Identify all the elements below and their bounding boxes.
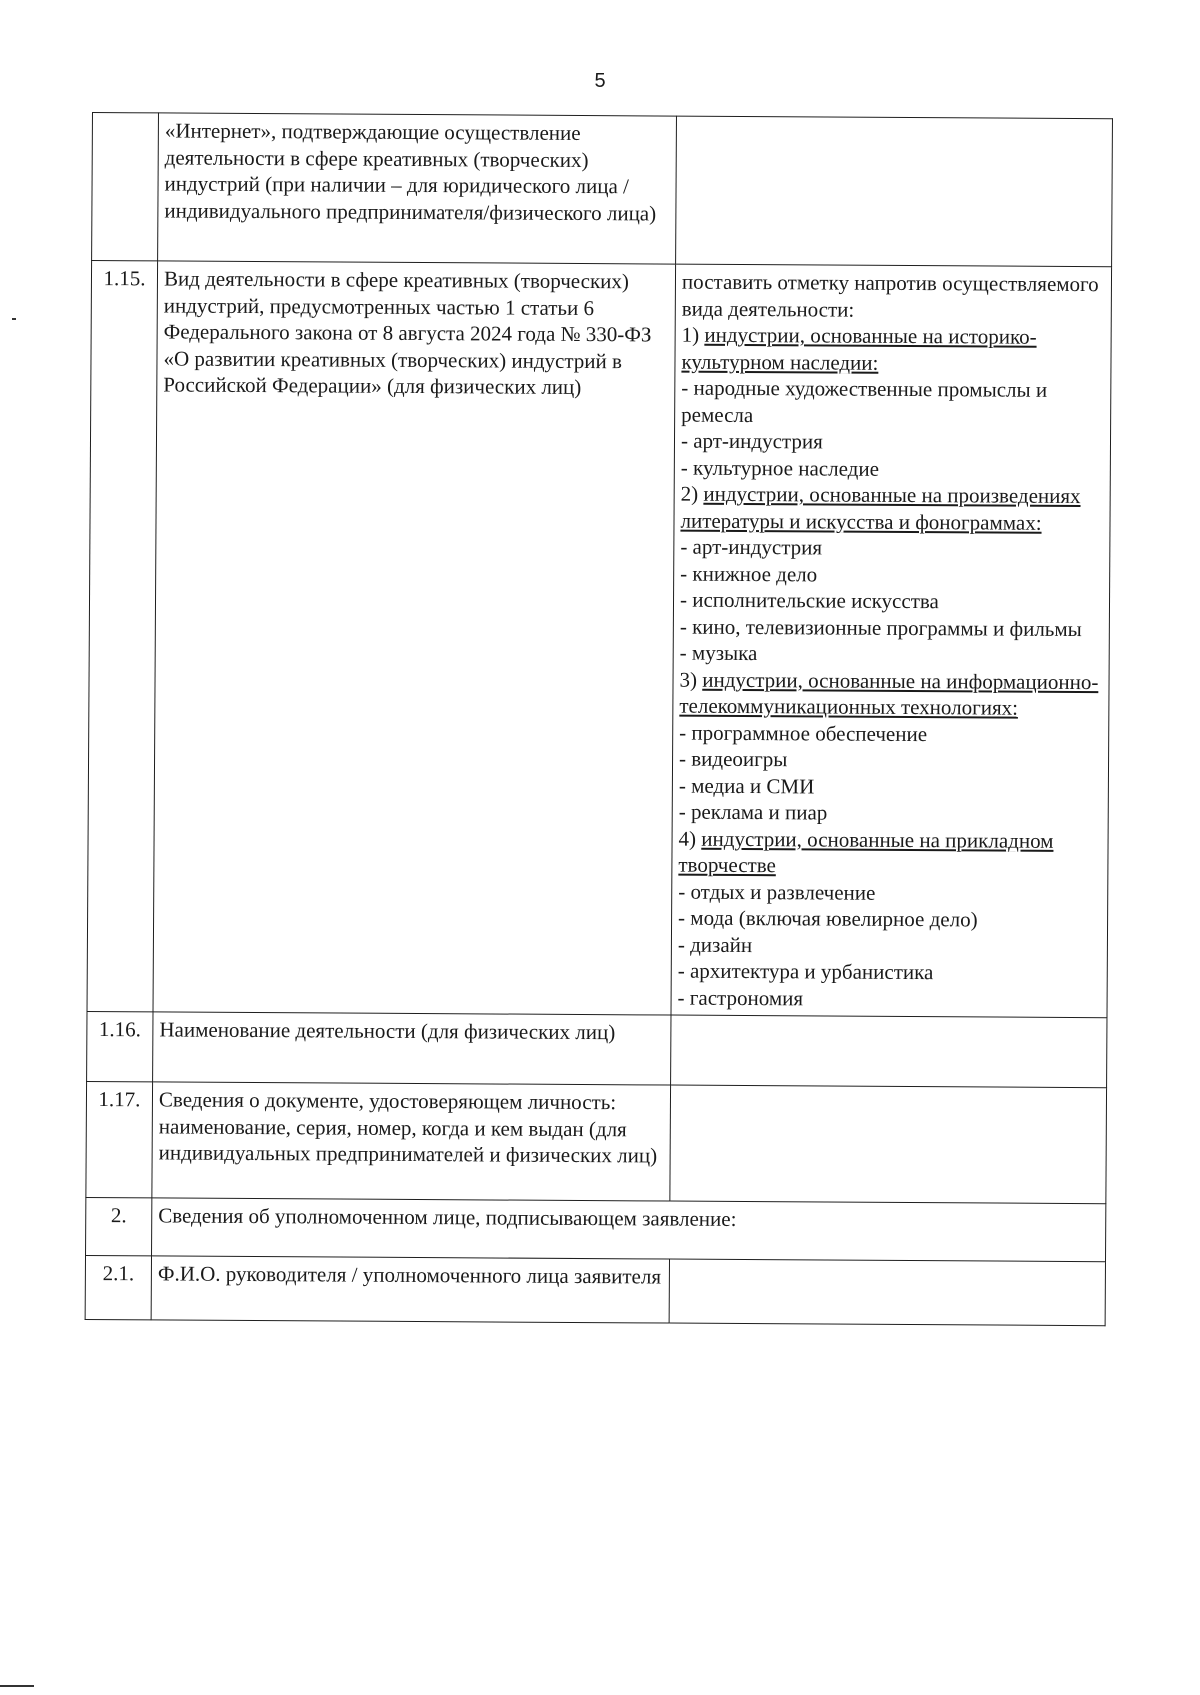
row-value-field[interactable] [671,1015,1107,1088]
row-number [92,113,159,261]
row-description: Сведения о документе, удостоверяющем личность: наименование, серия, номер, когда и кем выдан (для индивидуальных предпринимателей и физических лиц) [152,1082,671,1201]
scan-corner-mark [0,1685,34,1687]
row-value-field[interactable] [676,116,1113,267]
page-number: 5 [594,70,606,92]
activity-option[interactable]: - арт-индустрия [680,534,823,560]
activity-option[interactable]: - кино, телевизионные программы и фильмы [679,614,1082,641]
row-value-field[interactable] [669,1259,1105,1326]
table-row [87,1011,1107,1087]
row-number: 2.1. [85,1255,151,1319]
application-form-table [85,112,1113,1326]
activity-option[interactable]: - книжное дело [680,561,818,586]
table-row [86,1081,1107,1203]
group-number: 1) [681,322,700,347]
activity-group-heading [681,322,1104,378]
margin-mark [12,318,16,320]
group-number: 2) [680,481,699,506]
activity-type-options[interactable] [671,264,1112,1018]
row-value-field[interactable] [670,1085,1107,1204]
row-number: 2. [86,1197,152,1255]
activity-option[interactable]: - реклама и пиар [678,799,828,825]
row-number: 1.15. [87,261,158,1012]
group-title: индустрии, основанные на прикладном творчестве [678,826,1054,878]
activity-option[interactable]: - культурное наследие [680,455,880,481]
row-description: Наименование деятельности (для физических лиц) [153,1012,671,1085]
activity-option[interactable]: - видеоигры [678,746,788,772]
activity-option[interactable]: - гастрономия [677,985,804,1010]
activity-option[interactable]: - арт-индустрия [680,428,823,454]
activity-option[interactable]: - программное обеспечение [679,720,928,746]
activity-option[interactable]: - народные художественные промыслы и ремесла [681,375,1048,427]
activity-intro: поставить отметку напротив осуществляемого вида деятельности: [681,269,1099,322]
table-row [92,113,1113,267]
table-row [87,261,1112,1018]
group-number: 4) [678,826,697,851]
activity-option[interactable]: - исполнительские искусства [679,587,939,614]
activity-group-heading [679,666,1102,722]
activity-option[interactable]: - отдых и развлечение [678,879,876,905]
group-title: индустрии, основанные на произведениях литературы и искусства и фонограммах: [680,481,1081,535]
group-number: 3) [679,667,698,692]
group-title: индустрии, основанные на информационно-телекоммуникационных технологиях: [679,667,1099,720]
table-row [86,1197,1106,1261]
activity-option[interactable]: - медиа и СМИ [678,773,815,798]
table-row [85,1255,1105,1325]
activity-group-heading [680,481,1103,537]
row-number: 1.17. [86,1081,153,1197]
activity-group-heading [678,825,1101,881]
activity-option[interactable]: - дизайн [677,932,753,957]
row-description: Ф.И.О. руководителя / уполномоченного лица заявителя [151,1256,669,1323]
activity-option[interactable]: - архитектура и урбанистика [677,958,934,985]
group-title: индустрии, основанные на историко-культурном наследии: [681,322,1037,375]
row-description: «Интернет», подтверждающие осуществление деятельности в сфере креативных (творческих) индустрий (при наличии – для юридического лица / индивидуального предпринимателя/физического лица) [158,113,677,264]
row-number: 1.16. [87,1011,153,1081]
activity-option[interactable]: - мода (включая ювелирное дело) [678,905,978,932]
section-heading: Сведения об уполномоченном лице, подписывающем заявление: [152,1198,1106,1262]
row-description: Вид деятельности в сфере креативных (творческих) индустрий, предусмотренных частью 1 статьи 6 Федерального закона от 8 августа 2024 года № 330-ФЗ «О развитии креативных (творческих) индустрий в Российской Федерации» (для физических лиц) [153,261,676,1015]
activity-option[interactable]: - музыка [679,640,758,666]
